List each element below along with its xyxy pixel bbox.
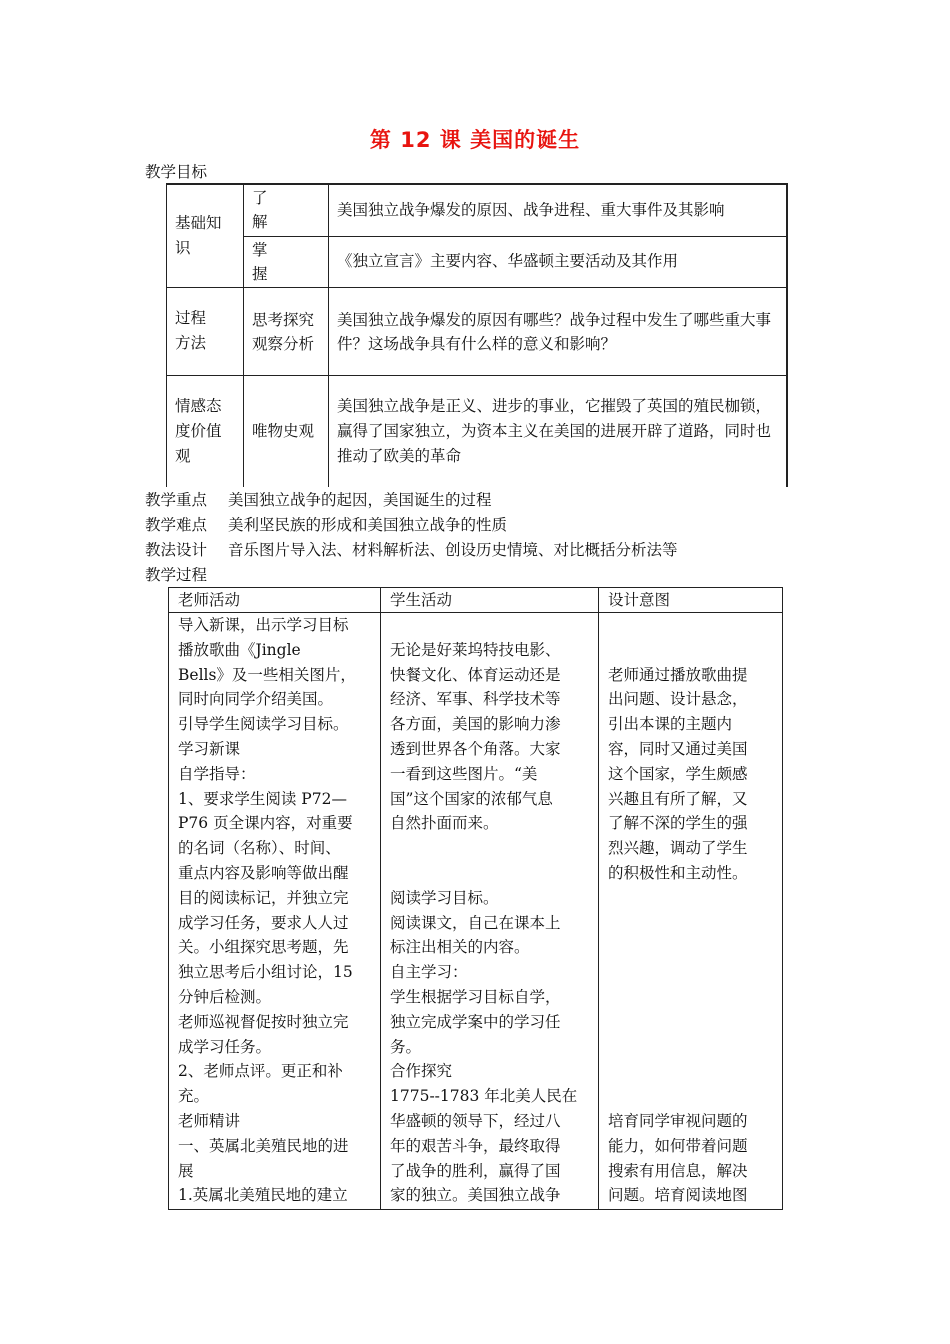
teacher-activity-line: 1.英属北美殖民地的建立 [178, 1186, 348, 1205]
emotion-method: 唯物史观 [252, 421, 315, 440]
teacher-activity-line: 展 [178, 1161, 194, 1180]
header-intent: 设计意图 [599, 588, 783, 613]
teacher-activity-line: 关。小组探究思考题，先 [178, 938, 349, 957]
student-activity-line: 1775--1783 年北美人民在 [390, 1087, 578, 1106]
header-teacher: 老师活动 [169, 588, 381, 613]
design-intent-line: 培育同学审视问题的 [608, 1111, 748, 1130]
student-activity-line: 务。 [390, 1037, 422, 1056]
student-activity-line: 学生根据学习目标自学， [390, 987, 561, 1006]
spacer [608, 886, 773, 911]
key-point-text: 美国独立战争的起因，美国诞生的过程 [228, 491, 492, 509]
lesson-title: 第 12 课 美国的诞生 [369, 128, 581, 152]
emotion-text-cell [329, 375, 787, 487]
spacer [608, 613, 773, 638]
know-label-cell [244, 184, 329, 236]
student-activity-line: 国”这个国家的浓郁气息 [390, 789, 553, 808]
student-activity-line: 独立完成学案中的学习任 [390, 1012, 561, 1031]
student-activity-line: 透到世界各个角落。大家 [390, 739, 561, 758]
master-label-cell [244, 236, 329, 287]
student-activity-line: 快餐文化、体育运动还是 [390, 665, 561, 684]
know-label: 了解 [252, 189, 268, 232]
student-activity-line: 标注出相关的内容。 [390, 938, 530, 957]
process-method-cell [244, 287, 329, 375]
know-text: 美国独立战争爆发的原因、战争进程、重大事件及其影响 [337, 200, 725, 219]
method-text: 音乐图片导入法、材料解析法、创设历史情境、对比概括分析法等 [228, 541, 678, 559]
design-intent-line: 老师通过播放歌曲提 [608, 665, 748, 684]
teacher-activity-line: 成学习任务，要求人人过 [178, 913, 349, 932]
teacher-activity-line: 引导学生阅读学习目标。 [178, 715, 349, 734]
student-activity-line: 家的独立。美国独立战争 [390, 1186, 561, 1205]
student-activity-line: 合作探究 [390, 1062, 453, 1081]
master-text: 《独立宣言》主要内容、华盛顿主要活动及其作用 [337, 252, 679, 271]
teacher-activity-line: 成学习任务。 [178, 1037, 272, 1056]
spacer [608, 1084, 773, 1109]
student-activity-line: 阅读学习目标。 [390, 888, 499, 907]
design-intent-line: 能力，如何带着问题 [608, 1136, 748, 1155]
spacer [608, 1059, 773, 1084]
teacher-activity-line: 自学指导： [178, 764, 256, 783]
difficulty-label: 教学难点 [145, 516, 208, 534]
process-table [168, 587, 783, 1210]
student-activity-line: 阅读课文，自己在课本上 [390, 913, 561, 932]
header-student: 学生活动 [381, 588, 599, 613]
design-intent-line: 的积极性和主动性。 [608, 863, 748, 882]
teacher-activity-line: 播放歌曲《Jingle [178, 640, 301, 659]
process-text-cell [329, 287, 787, 375]
key-point-label: 教学重点 [145, 491, 208, 509]
difficulty-line [145, 515, 507, 535]
teacher-activity-line: Bells》及一些相关图片， [178, 665, 356, 684]
teacher-activity-line: 独立思考后小组讨论，15 [178, 963, 353, 982]
design-intent-line: 问题。培育阅读地图 [608, 1186, 748, 1205]
objectives-table [166, 183, 788, 487]
teacher-activity-line: 老师巡视督促按时独立完 [178, 1012, 349, 1031]
know-text-cell [329, 184, 787, 236]
spacer [390, 613, 589, 638]
spacer [608, 960, 773, 985]
teacher-activity-line: 目的阅读标记，并独立完 [178, 888, 349, 907]
process-method: 思考探究观察分析 [252, 310, 315, 354]
process-table-header [169, 588, 783, 613]
design-intent-cell [599, 613, 783, 1210]
teacher-activity-cell [169, 613, 381, 1210]
design-intent-line: 这个国家，学生颇感 [608, 764, 748, 783]
spacer [390, 836, 589, 861]
spacer [608, 935, 773, 960]
teacher-activity-line: 导入新课，出示学习目标 [178, 616, 349, 634]
student-activity-line: 无论是好莱坞特技电影、 [390, 640, 561, 659]
method-label: 教法设计 [145, 541, 208, 559]
teacher-activity-line: 分钟后检测。 [178, 987, 272, 1006]
spacer [608, 1035, 773, 1060]
student-activity-line: 自主学习： [390, 963, 468, 982]
emotion-label: 情感态度价值观 [175, 397, 222, 465]
design-intent-line: 出问题、设计悬念， [608, 690, 748, 709]
emotion-label-cell [167, 375, 244, 487]
design-intent-line: 兴趣且有所了解，又 [608, 789, 748, 808]
teacher-activity-line: 重点内容及影响等做出醒 [178, 863, 349, 882]
design-intent-line: 容，同时又通过美国 [608, 739, 748, 758]
student-activity-line: 了战争的胜利，赢得了国 [390, 1161, 561, 1180]
teacher-activity-line: 1、要求学生阅读 P72— [178, 789, 347, 808]
teacher-activity-line: P76 页全课内容，对重要 [178, 814, 353, 833]
spacer [390, 861, 589, 886]
process-text: 美国独立战争爆发的原因有哪些？战争过程中发生了哪些重大事件？这场战争具有什么样的意义和影响？ [337, 310, 772, 354]
design-intent-line: 搜索有用信息，解决 [608, 1161, 748, 1180]
process-table-row [169, 613, 783, 1210]
teacher-activity-line: 一、英属北美殖民地的进 [178, 1136, 349, 1155]
basic-knowledge-cell [167, 184, 244, 287]
student-activity-line: 经济、军事、科学技术等 [390, 690, 561, 709]
process-heading: 教学过程 [145, 566, 208, 584]
objectives-heading: 教学目标 [145, 163, 208, 181]
teacher-activity-line: 学习新课 [178, 739, 241, 758]
teacher-activity-line: 充。 [178, 1087, 210, 1106]
key-point-line [145, 490, 492, 510]
method-line [145, 540, 678, 560]
process-method-label-cell [167, 287, 244, 375]
spacer [608, 1010, 773, 1035]
emotion-method-cell [244, 375, 329, 487]
difficulty-text: 美利坚民族的形成和美国独立战争的性质 [228, 516, 508, 534]
spacer [608, 911, 773, 936]
student-activity-cell [381, 613, 599, 1210]
teacher-activity-line: 的名词（名称）、时间、 [178, 839, 341, 858]
basic-knowledge-label: 基础知识 [175, 213, 222, 257]
master-label: 掌握 [252, 240, 268, 283]
teacher-activity-line: 同时向同学介绍美国。 [178, 690, 334, 709]
student-activity-line: 一看到这些图片。“美 [390, 764, 538, 783]
student-activity-line: 年的艰苦斗争，最终取得 [390, 1136, 561, 1155]
design-intent-line: 引出本课的主题内 [608, 715, 733, 734]
process-method-label: 过程方法 [175, 309, 207, 352]
student-activity-line: 华盛顿的领导下，经过八 [390, 1111, 561, 1130]
teacher-activity-line: 2、老师点评。更正和补 [178, 1062, 343, 1081]
design-intent-line: 烈兴趣，调动了学生 [608, 839, 748, 858]
design-intent-line: 了解不深的学生的强 [608, 814, 748, 833]
student-activity-line: 各方面，美国的影响力渗 [390, 715, 561, 734]
master-text-cell [329, 236, 787, 287]
student-activity-line: 自然扑面而来。 [390, 814, 499, 833]
emotion-text: 美国独立战争是正义、进步的事业，它摧毁了英国的殖民枷锁，赢得了国家独立，为资本主义在美国的进展开辟了道路，同时也推动了欧美的革命 [337, 397, 772, 465]
spacer [608, 638, 773, 663]
spacer [608, 985, 773, 1010]
teacher-activity-line: 老师精讲 [178, 1111, 241, 1130]
